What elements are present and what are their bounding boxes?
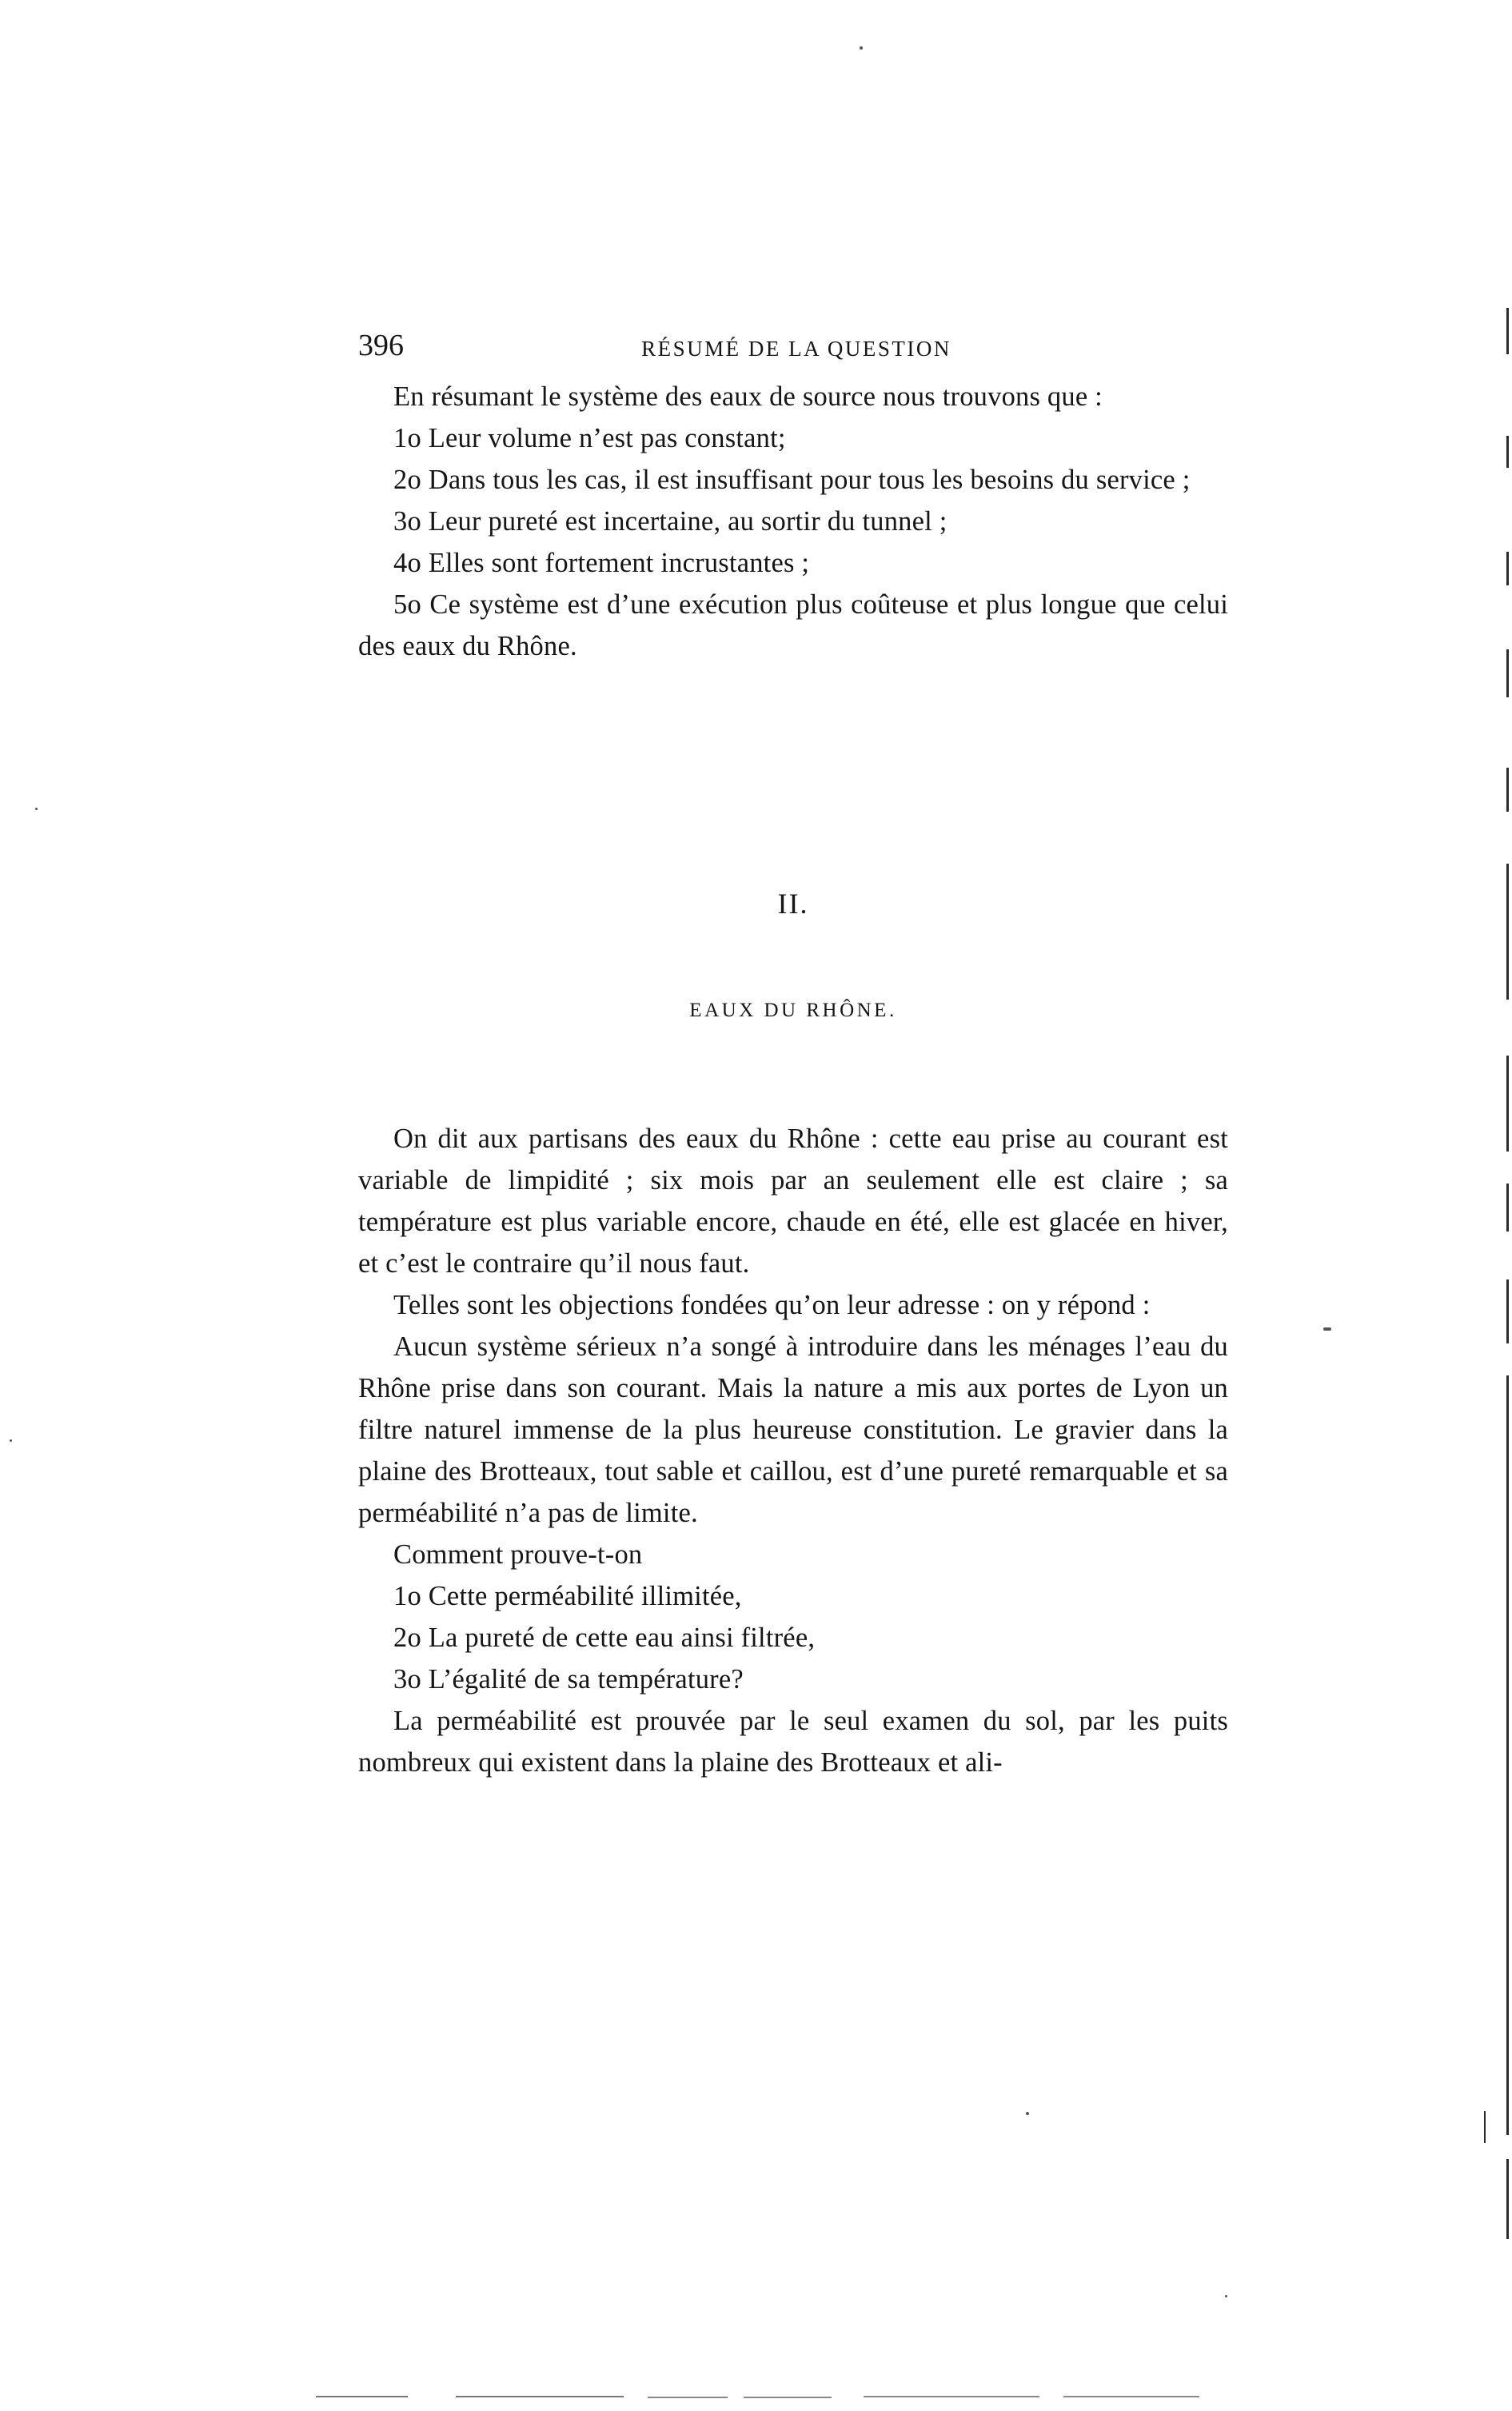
body-block <box>358 1118 1228 1783</box>
summary-item: 2o Dans tous les cas, il est insuffisant pour tous les besoins du service ; <box>393 465 1191 495</box>
scan-speck <box>1225 2295 1227 2297</box>
section-title: EAUX DU RHÔNE. <box>689 1000 897 1021</box>
summary-item: 4o Elles sont fortement incrustantes ; <box>393 548 810 578</box>
body-paragraph: Comment prouve-t-on <box>393 1539 643 1570</box>
body-paragraph: On dit aux partisans des eaux du Rhône : cette eau prise au courant est variable de limpidité ; six mois par an seulement elle est claire ; sa température est plus variable encore, chaude en été, elle est glacée en hiver, et c’est le contraire qu’il nous faut. <box>358 1124 1228 1279</box>
scan-margin-mark <box>1506 649 1509 697</box>
scan-speck <box>1323 1327 1331 1331</box>
scan-margin-mark <box>1506 1279 1509 1343</box>
scan-speck <box>10 1439 12 1442</box>
scan-margin-mark <box>1506 308 1509 354</box>
summary-block <box>358 376 1228 667</box>
scan-bottom-rule <box>1063 2396 1199 2397</box>
summary-item: 1o Leur volume n’est pas constant; <box>393 423 786 453</box>
summary-intro: En résumant le système des eaux de source nous trouvons que : <box>393 381 1103 412</box>
final-paragraph: La perméabilité est prouvée par le seul examen du sol, par les puits nombreux qui existent dans la plaine des Brotteaux et ali- <box>358 1706 1228 1778</box>
summary-item: 3o Leur pureté est incertaine, au sortir du tunnel ; <box>393 506 947 537</box>
scan-margin-mark <box>1506 864 1509 1000</box>
proof-item: 1o Cette perméabilité illimitée, <box>393 1581 742 1611</box>
scan-speck <box>1026 2112 1029 2115</box>
scan-bottom-rule <box>648 2397 728 2398</box>
scan-bottom-rule <box>316 2396 408 2397</box>
scan-bottom-rule <box>744 2397 832 2398</box>
page-number: 396 <box>358 329 404 362</box>
proof-item: 2o La pureté de cette eau ainsi filtrée, <box>393 1623 816 1653</box>
scan-margin-mark <box>1506 768 1509 812</box>
section-numeral: II. <box>777 888 809 920</box>
page-header <box>358 323 1228 368</box>
summary-item: 5o Ce système est d’une exécution plus coûteuse et plus longue que celui des eaux du Rhône. <box>358 589 1228 661</box>
running-title: RÉSUMÉ DE LA QUESTION <box>641 337 951 361</box>
scan-margin-mark <box>1506 1375 1509 2135</box>
body-paragraph: Telles sont les objections fondées qu’on leur adresse : on y répond : <box>393 1290 1151 1320</box>
scan-bottom-rule <box>456 2396 624 2397</box>
body-paragraph: Aucun système sérieux n’a songé à introduire dans les ménages l’eau du Rhône prise dans son courant. Mais la nature a mis aux portes de Lyon un filtre naturel immense de la plus heureuse constitution. Le gravier dans la plaine des Brotteaux, tout sable et caillou, est d’une pureté remarquable et sa perméabilité n’a pas de limite. <box>358 1331 1228 1528</box>
scan-margin-mark <box>1484 2111 1486 2143</box>
proof-item: 3o L’égalité de sa température? <box>393 1664 744 1694</box>
scan-margin-mark <box>1506 2159 1509 2239</box>
scan-speck <box>35 808 38 810</box>
scan-speck <box>860 46 863 50</box>
scan-bottom-rule <box>864 2396 1039 2397</box>
scan-margin-mark <box>1506 436 1509 468</box>
scan-margin-mark <box>1506 1184 1509 1231</box>
scan-margin-mark <box>1506 552 1509 585</box>
scan-margin-mark <box>1506 1056 1509 1152</box>
